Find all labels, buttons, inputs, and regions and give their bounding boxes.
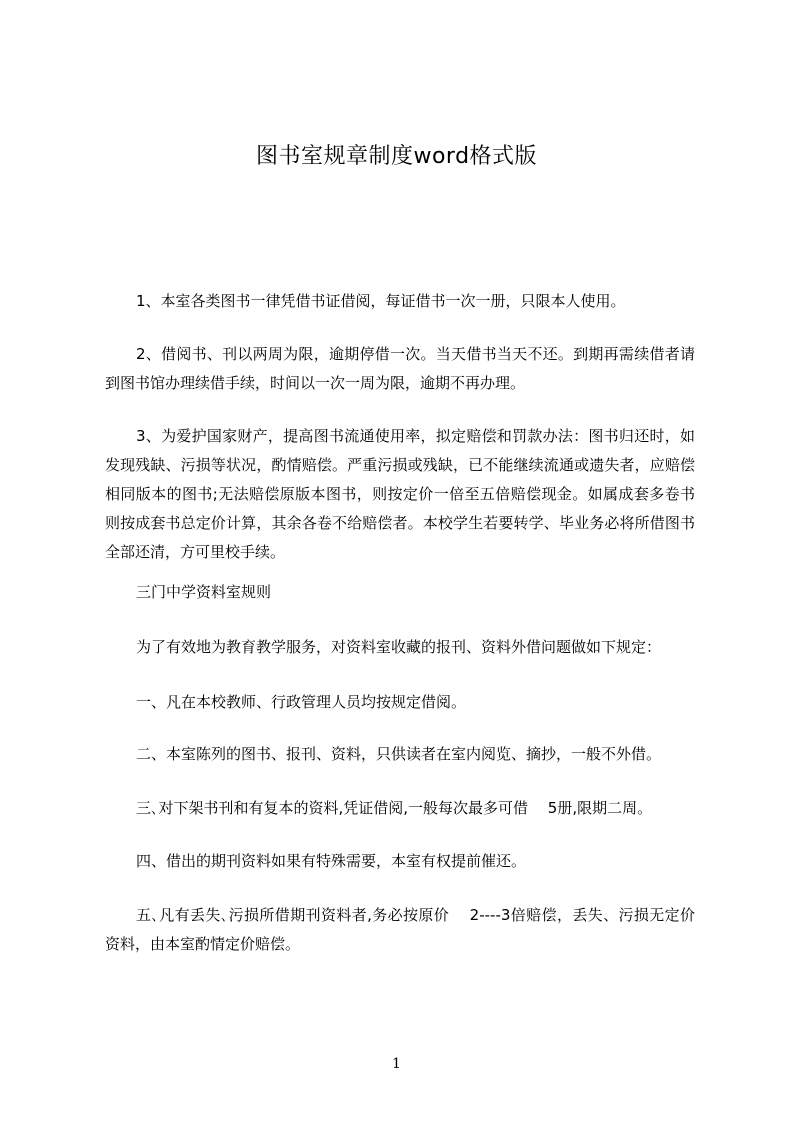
paragraph-item-1: 一、凡在本校教师、行政管理人员均按规定借阅。: [136, 693, 467, 711]
paragraph-item-4: 四、借出的期刊资料如果有特殊需要，本室有权提前催还。: [136, 852, 527, 870]
paragraph-item-2: 二、本室陈列的图书、报刊、资料，只供读者在室内阅览、摘抄，一般不外借。: [136, 745, 662, 763]
section-heading-reference-room: 三门中学资料室规则: [136, 583, 272, 601]
paragraph-rule-1: 1、本室各类图书一律凭借书证借阅，每证借书一次一册，只限本人使用。: [136, 292, 626, 310]
document-title: 图书室规章制度word格式版: [255, 144, 538, 169]
page-number: 1: [392, 1056, 401, 1072]
paragraph-rule-2: 2、借阅书、刊以两周为限，逾期停借一次。当天借书当天不还。到期再需续借者请到图书馆办理续借手续，时间以一次一周为限，逾期不再办理。: [105, 345, 695, 392]
paragraph-intro: 为了有效地为教育教学服务，对资料室收藏的报刊、资料外借问题做如下规定：: [136, 638, 662, 656]
paragraph-item-3: 三､对下架书刊和有复本的资料,凭证借阅,一般每次最多可借 5册,限期二周。: [136, 799, 653, 817]
paragraph-item-5: 五､凡有丢失､污损所借期刊资料者,务必按原价 2----3倍赔偿，丢失、污损无定价资料，由本室酌情定价赔偿。: [105, 906, 695, 953]
paragraph-rule-3: 3、为爱护国家财产，提高图书流通使用率，拟定赔偿和罚款办法：图书归还时，如发现残缺、污损等状况，酌情赔偿。严重污损或残缺，已不能继续流通或遗失者，应赔偿相同版本的图书;无法赔偿原版本图书，则按定价一倍至五倍赔偿现金。如属成套多卷书则按成套书总定价计算，其余各卷不给赔偿者。本校学生若要转学、毕业务必将所借图书全部还清，方可里校手续。: [105, 427, 695, 561]
